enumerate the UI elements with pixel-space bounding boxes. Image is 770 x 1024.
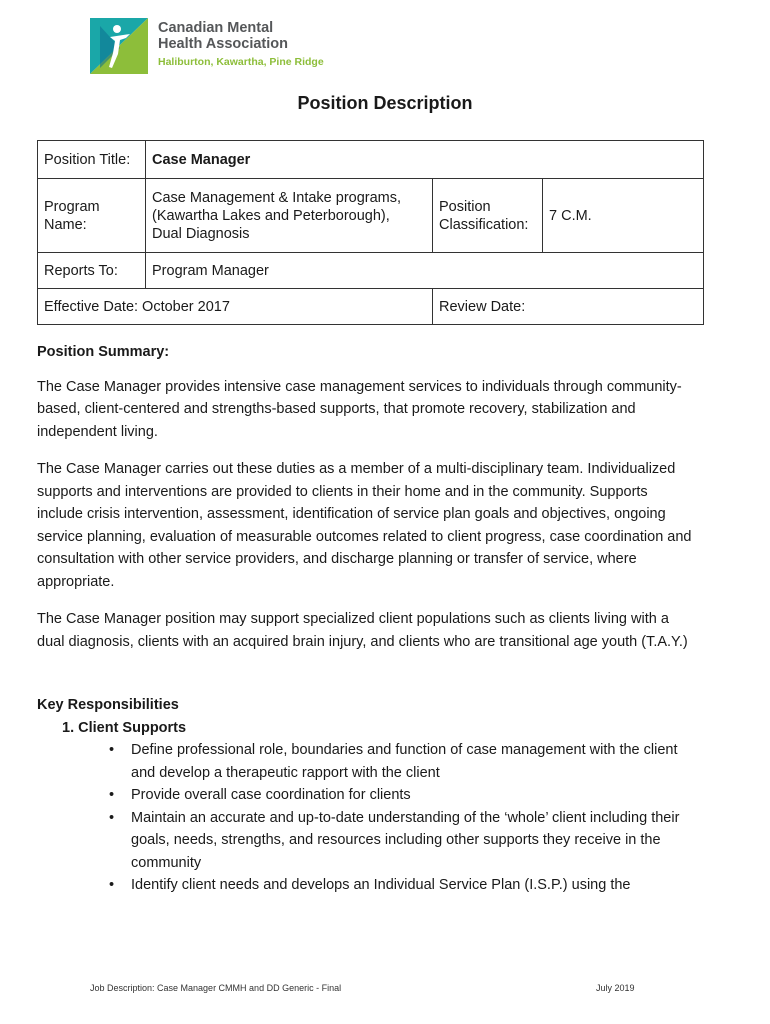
summary-paragraph-2: The Case Manager carries out these duties as a member of a multi-disciplinary team. Individualized supports and interventions are provided to clients in their home and in the community. Supports include crisis intervention, assessment, identification of service plan goals and objectives, ongoing service planning, evaluation of measurable outcomes related to client progress, case coordination and consultation with other service providers, and discharge planning or transfer of service, where appropriate. [37, 461, 692, 590]
footer-date: July 2019 [596, 983, 635, 993]
org-name-line1: Canadian Mental [158, 20, 274, 36]
cmha-logo [90, 18, 390, 78]
page-title: Position Description [297, 93, 473, 113]
program-name-label: Program Name: [38, 179, 146, 253]
list-item: • Provide overall case coordination for clients [109, 787, 411, 803]
position-title-label: Position Title: [38, 141, 146, 179]
key-responsibilities [37, 694, 697, 897]
reports-to-value: Program Manager [146, 253, 704, 289]
cmha-person-icon [90, 18, 150, 76]
classification-label: Position Classification: [433, 179, 543, 253]
list-item: • Define professional role, boundaries and function of case management with the client and develop a therapeutic rapport with the client [109, 742, 678, 781]
position-summary [37, 341, 697, 653]
position-title-value: Case Manager [146, 141, 704, 179]
responsibilities-heading: Key Responsibilities [37, 697, 179, 713]
program-name-value: Case Management & Intake programs, (Kawartha Lakes and Peterborough), Dual Diagnosis [146, 179, 433, 253]
list-item: • Identify client needs and develops an Individual Service Plan (I.S.P.) using the [109, 877, 631, 893]
summary-paragraph-1: The Case Manager provides intensive case management services to individuals through community-based, client-centered and strengths-based supports, that promote recovery, stabilization and independent living. [37, 378, 682, 440]
review-date: Review Date: [433, 289, 704, 325]
summary-paragraph-3: The Case Manager position may support specialized client populations such as clients living with a dual diagnosis, clients with an acquired brain injury, and clients who are transitional age youth (T.A.Y.) [37, 611, 688, 650]
responsibility-item-1: 1. Client Supports [62, 719, 187, 736]
effective-date: Effective Date: October 2017 [38, 289, 433, 325]
list-item: • Maintain an accurate and up-to-date understanding of the ‘whole’ client including their goals, needs, strengths, and resources including other supports they receive in the community [109, 809, 680, 871]
reports-to-label: Reports To: [38, 253, 146, 289]
org-branch: Haliburton, Kawartha, Pine Ridge [158, 56, 324, 68]
position-info-table [37, 140, 704, 325]
footer-doc-name: Job Description: Case Manager CMMH and DD Generic - Final [90, 983, 342, 993]
classification-value: 7 C.M. [543, 179, 704, 253]
summary-heading: Position Summary: [37, 344, 170, 360]
org-name-line2: Health Association [158, 36, 288, 52]
